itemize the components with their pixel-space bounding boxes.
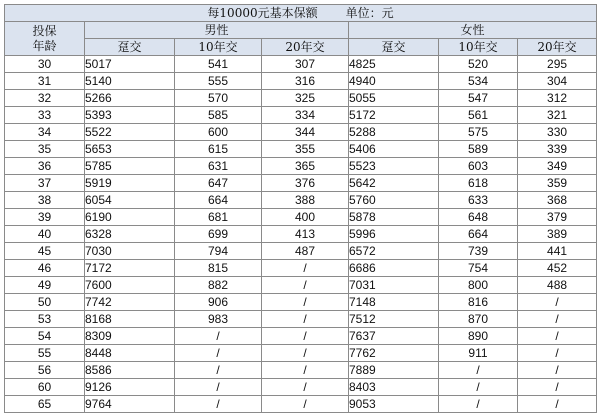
male-10yr-pay-cell: 664 [175,192,262,209]
female-10yr-pay-cell: / [439,379,518,396]
table-row [5,90,597,107]
male-10yr-pay-cell: 541 [175,56,262,73]
male-single-pay-cell: 7600 [85,277,175,294]
female-20yr-pay-cell: 330 [518,124,597,141]
male-20yr-pay-cell: 316 [262,73,349,90]
male-20yr-pay-cell: / [262,328,349,345]
female-10yr-pay-cell: / [439,362,518,379]
female-10yr-pay-header: 10年交 [439,39,518,56]
male-single-pay-header: 趸交 [85,39,175,56]
female-20yr-pay-cell: / [518,294,597,311]
age-cell: 60 [5,379,85,396]
female-20yr-pay-cell: / [518,328,597,345]
premium-rate-table [4,4,597,413]
male-single-pay-cell: 5785 [85,158,175,175]
female-single-pay-cell: 5172 [349,107,439,124]
male-group-header: 男性 [85,22,349,39]
table-row [5,107,597,124]
female-20yr-pay-cell: 304 [518,73,597,90]
male-20yr-pay-cell: / [262,277,349,294]
female-single-pay-cell: 9053 [349,396,439,413]
male-10yr-pay-cell: 585 [175,107,262,124]
male-single-pay-cell: 5017 [85,56,175,73]
male-10yr-pay-cell: 647 [175,175,262,192]
female-20yr-pay-cell: / [518,345,597,362]
female-single-pay-cell: 5878 [349,209,439,226]
female-10yr-pay-cell: 890 [439,328,518,345]
male-single-pay-cell: 5653 [85,141,175,158]
age-cell: 37 [5,175,85,192]
male-10yr-pay-header: 10年交 [175,39,262,56]
age-header-line1: 投保 [32,23,57,38]
age-cell: 56 [5,362,85,379]
table-row [5,345,597,362]
male-10yr-pay-cell: 815 [175,260,262,277]
table-row [5,226,597,243]
male-single-pay-cell: 6054 [85,192,175,209]
age-cell: 53 [5,311,85,328]
male-10yr-pay-cell: 631 [175,158,262,175]
male-20yr-pay-cell: 400 [262,209,349,226]
female-single-pay-cell: 5996 [349,226,439,243]
male-single-pay-cell: 5140 [85,73,175,90]
table-row [5,362,597,379]
male-10yr-pay-cell: 570 [175,90,262,107]
male-20yr-pay-cell: / [262,379,349,396]
table-row [5,175,597,192]
female-10yr-pay-cell: 816 [439,294,518,311]
age-cell: 46 [5,260,85,277]
male-single-pay-cell: 8586 [85,362,175,379]
age-cell: 38 [5,192,85,209]
female-single-pay-cell: 8403 [349,379,439,396]
male-single-pay-cell: 7172 [85,260,175,277]
male-20yr-pay-cell: 376 [262,175,349,192]
table-row [5,192,597,209]
female-10yr-pay-cell: 534 [439,73,518,90]
female-10yr-pay-cell: 561 [439,107,518,124]
age-cell: 54 [5,328,85,345]
male-20yr-pay-cell: / [262,294,349,311]
male-20yr-pay-cell: 487 [262,243,349,260]
male-10yr-pay-cell: 906 [175,294,262,311]
female-20yr-pay-cell: 339 [518,141,597,158]
female-single-pay-header: 趸交 [349,39,439,56]
male-20yr-pay-cell: / [262,362,349,379]
table-row [5,260,597,277]
female-20yr-pay-cell: 452 [518,260,597,277]
male-single-pay-cell: 7742 [85,294,175,311]
table-row [5,56,597,73]
female-single-pay-cell: 5523 [349,158,439,175]
female-single-pay-cell: 7637 [349,328,439,345]
male-20yr-pay-cell: 334 [262,107,349,124]
premium-table-container [4,4,596,413]
female-single-pay-cell: 7889 [349,362,439,379]
female-20yr-pay-cell: 379 [518,209,597,226]
male-single-pay-cell: 5522 [85,124,175,141]
male-10yr-pay-cell: / [175,379,262,396]
age-cell: 50 [5,294,85,311]
table-row [5,141,597,158]
age-cell: 39 [5,209,85,226]
table-title [5,5,597,22]
male-single-pay-cell: 5919 [85,175,175,192]
female-10yr-pay-cell: 870 [439,311,518,328]
unit-label: 单位：元 [345,5,394,20]
male-single-pay-cell: 8309 [85,328,175,345]
female-20yr-pay-cell: / [518,311,597,328]
male-20yr-pay-cell: 344 [262,124,349,141]
male-single-pay-cell: 8448 [85,345,175,362]
male-10yr-pay-cell: 600 [175,124,262,141]
male-single-pay-cell: 8168 [85,311,175,328]
female-10yr-pay-cell: 618 [439,175,518,192]
female-10yr-pay-cell: 754 [439,260,518,277]
female-20yr-pay-cell: 349 [518,158,597,175]
male-10yr-pay-cell: / [175,396,262,413]
female-20yr-pay-cell: 368 [518,192,597,209]
male-20yr-pay-cell: 355 [262,141,349,158]
male-single-pay-cell: 6190 [85,209,175,226]
male-10yr-pay-cell: 681 [175,209,262,226]
age-header-line2: 年龄 [32,38,57,53]
female-10yr-pay-cell: 575 [439,124,518,141]
female-10yr-pay-cell: 911 [439,345,518,362]
female-single-pay-cell: 6686 [349,260,439,277]
female-single-pay-cell: 5642 [349,175,439,192]
female-10yr-pay-cell: 547 [439,90,518,107]
female-10yr-pay-cell: 739 [439,243,518,260]
male-10yr-pay-cell: 983 [175,311,262,328]
table-row [5,294,597,311]
table-row [5,379,597,396]
female-single-pay-cell: 5406 [349,141,439,158]
male-single-pay-cell: 9764 [85,396,175,413]
male-10yr-pay-cell: 794 [175,243,262,260]
age-cell: 36 [5,158,85,175]
male-20yr-pay-header: 20年交 [262,39,349,56]
female-single-pay-cell: 5288 [349,124,439,141]
female-20yr-pay-cell: / [518,396,597,413]
male-single-pay-cell: 6328 [85,226,175,243]
age-header [5,22,85,56]
male-20yr-pay-cell: / [262,260,349,277]
female-20yr-pay-cell: / [518,362,597,379]
male-10yr-pay-cell: / [175,362,262,379]
table-row [5,124,597,141]
male-single-pay-cell: 7030 [85,243,175,260]
female-single-pay-cell: 5055 [349,90,439,107]
male-20yr-pay-cell: 307 [262,56,349,73]
female-10yr-pay-cell: 589 [439,141,518,158]
female-20yr-pay-cell: 441 [518,243,597,260]
female-10yr-pay-cell: 664 [439,226,518,243]
male-20yr-pay-cell: 365 [262,158,349,175]
male-single-pay-cell: 5393 [85,107,175,124]
male-10yr-pay-cell: 615 [175,141,262,158]
table-body [5,56,597,413]
female-10yr-pay-cell: 603 [439,158,518,175]
table-row [5,73,597,90]
male-10yr-pay-cell: 882 [175,277,262,294]
male-20yr-pay-cell: / [262,311,349,328]
female-single-pay-cell: 4940 [349,73,439,90]
male-single-pay-cell: 9126 [85,379,175,396]
female-10yr-pay-cell: / [439,396,518,413]
female-single-pay-cell: 7148 [349,294,439,311]
female-20yr-pay-cell: 321 [518,107,597,124]
table-row [5,209,597,226]
female-10yr-pay-cell: 800 [439,277,518,294]
female-20yr-pay-cell: 359 [518,175,597,192]
age-cell: 34 [5,124,85,141]
female-single-pay-cell: 6572 [349,243,439,260]
female-20yr-pay-header: 20年交 [518,39,597,56]
female-20yr-pay-cell: / [518,379,597,396]
age-cell: 40 [5,226,85,243]
female-single-pay-cell: 7512 [349,311,439,328]
age-cell: 45 [5,243,85,260]
female-20yr-pay-cell: 488 [518,277,597,294]
female-single-pay-cell: 5760 [349,192,439,209]
age-cell: 33 [5,107,85,124]
age-cell: 55 [5,345,85,362]
female-single-pay-cell: 4825 [349,56,439,73]
male-10yr-pay-cell: / [175,345,262,362]
female-single-pay-cell: 7031 [349,277,439,294]
female-group-header: 女性 [349,22,597,39]
female-10yr-pay-cell: 633 [439,192,518,209]
age-cell: 30 [5,56,85,73]
table-row [5,243,597,260]
female-20yr-pay-cell: 312 [518,90,597,107]
age-cell: 65 [5,396,85,413]
table-row [5,311,597,328]
female-20yr-pay-cell: 295 [518,56,597,73]
age-cell: 31 [5,73,85,90]
age-cell: 35 [5,141,85,158]
male-20yr-pay-cell: / [262,396,349,413]
male-10yr-pay-cell: / [175,328,262,345]
title-text: 每10000元基本保额 [207,5,318,20]
female-20yr-pay-cell: 389 [518,226,597,243]
male-10yr-pay-cell: 699 [175,226,262,243]
table-row [5,328,597,345]
table-row [5,158,597,175]
table-row [5,277,597,294]
female-10yr-pay-cell: 520 [439,56,518,73]
age-cell: 32 [5,90,85,107]
male-20yr-pay-cell: 325 [262,90,349,107]
female-10yr-pay-cell: 648 [439,209,518,226]
table-row [5,396,597,413]
male-20yr-pay-cell: 388 [262,192,349,209]
male-10yr-pay-cell: 555 [175,73,262,90]
male-20yr-pay-cell: 413 [262,226,349,243]
age-cell: 49 [5,277,85,294]
female-single-pay-cell: 7762 [349,345,439,362]
male-single-pay-cell: 5266 [85,90,175,107]
male-20yr-pay-cell: / [262,345,349,362]
